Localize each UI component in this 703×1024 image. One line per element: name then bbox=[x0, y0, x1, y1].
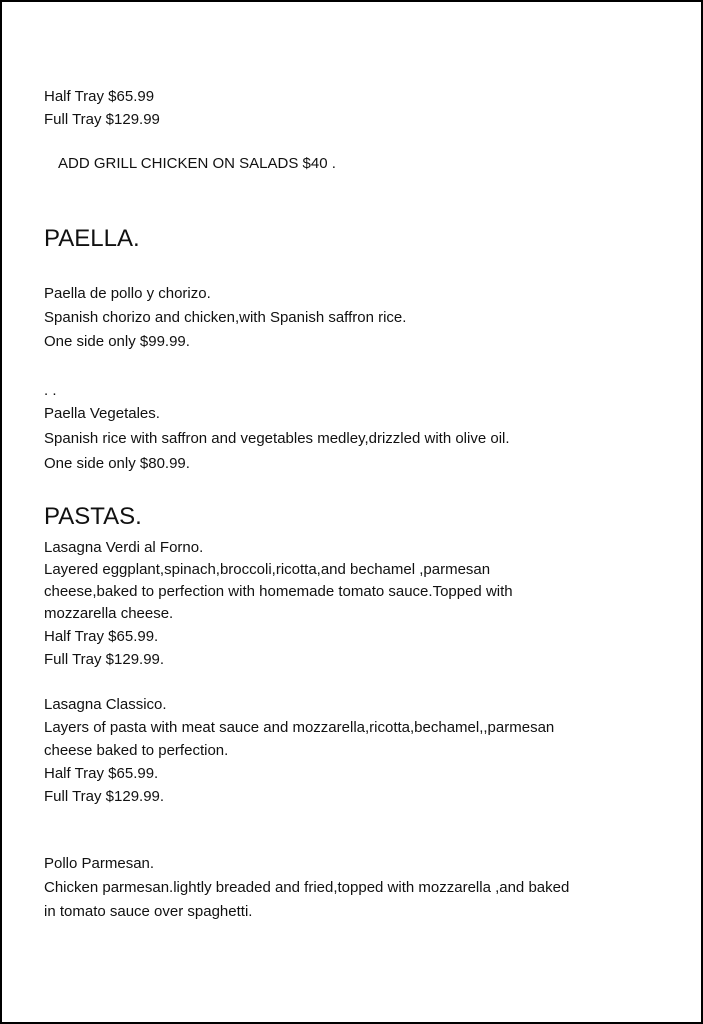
paella-pollo-chorizo-description: Spanish chorizo and chicken,with Spanish saffron rice. bbox=[44, 309, 407, 326]
lasagna-classico-description-line: cheese baked to perfection. bbox=[44, 742, 229, 759]
lasagna-classico-half-tray-price: Half Tray $65.99. bbox=[44, 765, 159, 782]
paella-vegetales-description: Spanish rice with saffron and vegetables medley,drizzled with olive oil. bbox=[44, 430, 510, 447]
pastas-heading: PASTAS. bbox=[44, 503, 142, 530]
paella-vegetales-name: Paella Vegetales. bbox=[44, 405, 160, 422]
add-grill-chicken-note: ADD GRILL CHICKEN ON SALADS $40 . bbox=[58, 155, 336, 172]
lasagna-verdi-full-tray-price: Full Tray $129.99. bbox=[44, 651, 165, 668]
lasagna-classico-full-tray-price: Full Tray $129.99. bbox=[44, 788, 165, 805]
lasagna-verdi-name: Lasagna Verdi al Forno. bbox=[44, 539, 204, 556]
pollo-parmesan-name: Pollo Parmesan. bbox=[44, 855, 155, 872]
lasagna-classico-name: Lasagna Classico. bbox=[44, 696, 167, 713]
paella-heading: PAELLA. bbox=[44, 225, 140, 252]
lasagna-verdi-description-line: Layered eggplant,spinach,broccoli,ricotta,and bechamel ,parmesan bbox=[44, 561, 491, 578]
lasagna-verdi-description-line: cheese,baked to perfection with homemade tomato sauce.Topped with bbox=[44, 583, 513, 600]
top-half-tray-price: Half Tray $65.99 bbox=[44, 88, 155, 105]
pollo-parmesan-description-line: Chicken parmesan.lightly breaded and fried,topped with mozzarella ,and baked bbox=[44, 879, 570, 896]
paella-vegetales-price: One side only $80.99. bbox=[44, 455, 190, 472]
paella-separator-dots: . . bbox=[44, 382, 57, 399]
pollo-parmesan-description-line: in tomato sauce over spaghetti. bbox=[44, 903, 253, 920]
top-full-tray-price: Full Tray $129.99 bbox=[44, 111, 160, 128]
paella-pollo-chorizo-price: One side only $99.99. bbox=[44, 333, 190, 350]
lasagna-verdi-half-tray-price: Half Tray $65.99. bbox=[44, 628, 159, 645]
paella-pollo-chorizo-name: Paella de pollo y chorizo. bbox=[44, 285, 211, 302]
lasagna-verdi-description-line: mozzarella cheese. bbox=[44, 605, 174, 622]
lasagna-classico-description-line: Layers of pasta with meat sauce and mozzarella,ricotta,bechamel,,parmesan bbox=[44, 719, 555, 736]
